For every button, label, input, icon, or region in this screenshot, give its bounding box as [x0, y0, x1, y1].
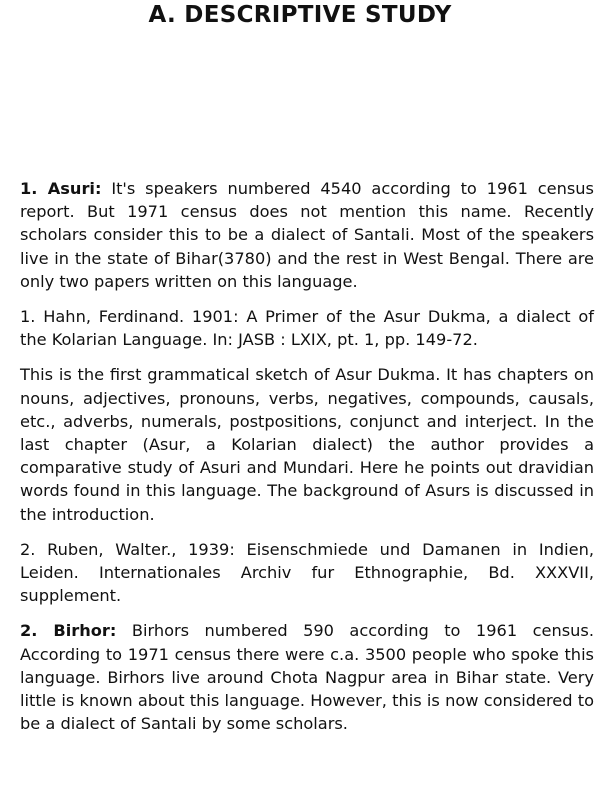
- paragraph-asuri: [20, 177, 594, 293]
- paragraph-gap: [20, 293, 594, 305]
- paragraph-gap: [20, 351, 594, 363]
- paragraph-birhor: [20, 619, 594, 735]
- document-body: [20, 177, 594, 735]
- heading-birhor: 2. Birhor:: [20, 621, 117, 641]
- paragraph-gap: [20, 526, 594, 538]
- reference-hahn: 1. Hahn, Ferdinand. 1901: A Primer of the Asur Dukma, a dialect of the Kolarian Language. In: JASB : LXIX, pt. 1, pp. 149-72.: [20, 307, 594, 350]
- reference-ruben: 2. Ruben, Walter., 1939: Eisenschmiede und Damanen in Indien, Leiden. Internationales Archiv fur Ethnographie, Bd. XXXVII, supplement.: [20, 539, 594, 606]
- paragraph-hahn-summary: This is the first grammatical sketch of Asur Dukma. It has chapters on nouns, adjectives, pronouns, verbs, negatives, compounds, causals, etc., adverbs, numerals, postpositions, conjunct and interject. In the last chapter (Asur, a Kolarian dialect) the author provides a comparative study of Asuri and Mundari. Here he points out dravidian words found in this language. The background of Asurs is discussed in the introduction.: [20, 365, 594, 524]
- page-title: A. DESCRIPTIVE STUDY: [148, 2, 452, 28]
- paragraph-birhor-text: Birhors numbered 590 according to 1961 census. According to 1971 census there were c.a. 3500 people who spoke this language. Birhors live around Chota Nagpur area in Bihar state. Very little is known about this language. However, this is now considered to be a dialect of Santali by some scholars.: [20, 621, 594, 734]
- paragraph-asuri-text: It's speakers numbered 4540 according to 1961 census report. But 1971 census does not mention this name. Recently scholars consider this to be a dialect of Santali. Most of the speakers live in the state of Bihar(3780) and the rest in West Bengal. There are only two papers written on this language.: [20, 179, 594, 291]
- heading-asuri: 1. Asuri:: [20, 179, 102, 198]
- paragraph-gap: [20, 607, 594, 619]
